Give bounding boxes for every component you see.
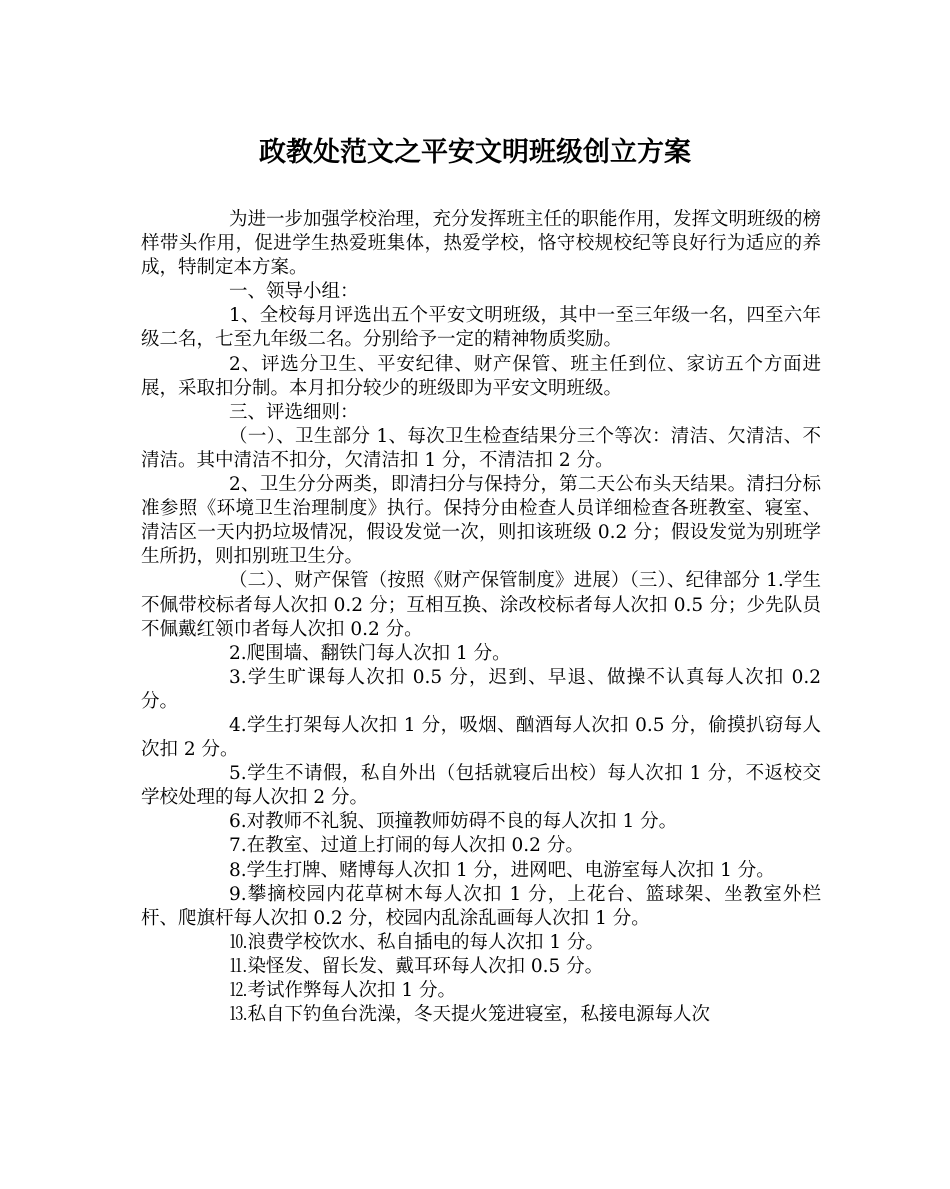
- paragraph-hygiene-2: 2、卫生分分两类，即清扫分与保持分，第二天公布头天结果。清扫分标准参照《环境卫生治理制度》执行。保持分由检查人员详细检查各班教室、寝室、清洁区一天内扔垃圾情况，假设发觉一次，则扣该班级 0.2 分；假设发觉为别班学生所扔，则扣别班卫生分。: [141, 474, 821, 568]
- paragraph-rule-5: 5.学生不请假，私自外出（包括就寝后出校）每人次扣 1 分，不返校交学校处理的每人次扣 2 分。: [141, 763, 821, 809]
- paragraph-rule-13: ⒔私自下钓鱼台洗澡，冬天提火笼进寝室，私接电源每人次: [229, 1004, 711, 1026]
- paragraph-intro: 为进一步加强学校治理，充分发挥班主任的职能作用，发挥文明班级的榜样带头作用，促进学生热爱班集体，热爱学校，恪守校规校纪等良好行为适应的养成，特制定本方案。: [141, 209, 822, 279]
- paragraph-property-discipline: （二）、财产保管（按照《财产保管制度》进展）（三）、纪律部分 1.学生不佩带校标者每人次扣 0.2 分；互相互换、涂改校标者每人次扣 0.5 分；少先队员不佩戴红领巾者每人次扣 0.2 分。: [141, 570, 821, 640]
- heading-leadership-group: 一、领导小组：: [229, 281, 359, 303]
- paragraph-rule-8: 8.学生打牌、赌博每人次扣 1 分，进网吧、电游室每人次扣 1 分。: [229, 859, 775, 881]
- paragraph-rule-4: 4.学生打架每人次扣 1 分，吸烟、酗酒每人次扣 0.5 分，偷摸扒窃每人次扣 2 分。: [141, 714, 821, 761]
- paragraph-item-2: 2、评选分卫生、平安纪律、财产保管、班主任到位、家访五个方面进展，采取扣分制。本月扣分较少的班级即为平安文明班级。: [141, 353, 821, 399]
- paragraph-rule-7: 7.在教室、过道上打闹的每人次扣 0.2 分。: [229, 835, 584, 857]
- paragraph-rule-9: 9.攀摘校园内花草树木每人次扣 1 分，上花台、篮球架、坐教室外栏杆、爬旗杆每人次扣 0.2 分，校园内乱涂乱画每人次扣 1 分。: [141, 883, 821, 929]
- paragraph-rule-2: 2.爬围墙、翻铁门每人次扣 1 分。: [229, 642, 511, 664]
- paragraph-rule-3: 3.学生旷课每人次扣 0.5 分，迟到、早退、做操不认真每人次扣 0.2 分。: [141, 666, 821, 712]
- paragraph-rule-10: ⒑浪费学校饮水、私自插电的每人次扣 1 分。: [229, 931, 605, 953]
- heading-rules: 三、评选细则：: [229, 401, 359, 423]
- paragraph-rule-12: ⒓考试作弊每人次扣 1 分。: [229, 980, 457, 1001]
- paragraph-rule-11: ⒒染怪发、留长发、戴耳环每人次扣 0.5 分。: [229, 955, 604, 977]
- document-body: [141, 208, 821, 1027]
- paragraph-item-1: 1、全校每月评选出五个平安文明班级，其中一至三年级一名，四至六年级二名，七至九年级二名。分别给予一定的精神物质奖励。: [141, 305, 821, 351]
- paragraph-hygiene-1: （一）、卫生部分 1、每次卫生检查结果分三个等次：清洁、欠清洁、不清洁。其中清洁不扣分，欠清洁扣 1 分，不清洁扣 2 分。: [141, 425, 821, 471]
- paragraph-rule-6: 6.对教师不礼貌、顶撞教师妨碍不良的每人次扣 1 分。: [229, 811, 678, 833]
- document-title: 政教处范文之平安文明班级创立方案: [259, 137, 691, 168]
